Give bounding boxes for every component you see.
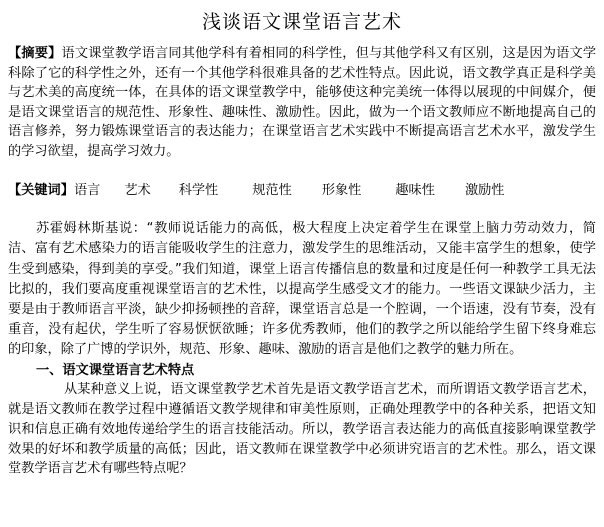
keyword-item: 形象性 <box>321 182 362 198</box>
keyword-item: 语言 <box>73 182 101 198</box>
section-paragraph-1: 从某种意义上说，语文课堂教学艺术首先是语文教学语言艺术，而所谓语文教学语言艺术，就是语文教师在教学过程中遵循语文教学规律和审美性原则，正确处理教学中的各种关系，把语文知识和信息正确有效地传递给学生的语言技能活动。所以，教学语言表达能力的高低直接影响课堂教学效果的好坏和教学质量的高低；因此，语文教师在课堂教学中必须讲究语言的艺术性。那么，语文课堂教学语言艺术有哪些特点呢？ <box>8 382 596 477</box>
keyword-item: 艺术 <box>124 182 151 198</box>
keyword-item: 规范性 <box>252 182 292 198</box>
keywords-line <box>8 181 596 201</box>
section-heading-1: 一、语文课堂语言艺术特点 <box>36 362 195 378</box>
abstract-text: 语文课堂教学语言同其他学科有着相同的科学性，但与其他学科又有区别，这是因为语文学科除了它的科学性之外，还有一个其他学科很难具备的艺术性特点。因此说，语文教学真正是科学美与艺术美的高度统一体，在具体的语文课堂教学中，能够使这种完美统一体得以展现的中间媒介，便是语文课堂语言的规范性、形象性、趣味性、激励性。因此，做为一个语文教师应不断地提高自己的语言修养，努力锻炼课堂语言的表达能力；在课堂语言艺术实践中不断提高语言艺术水平，激发学生的学习欲望，提高学习效力。 <box>8 46 597 159</box>
keyword-item: 科学性 <box>178 182 219 198</box>
abstract-label: 【摘要】 <box>8 46 62 61</box>
keyword-item: 趣味性 <box>395 182 435 198</box>
abstract-paragraph <box>8 44 596 162</box>
document-title: 浅谈语文课堂语言艺术 <box>201 11 402 33</box>
keyword-item: 激励性 <box>464 182 505 198</box>
keywords-label: 【关键词】 <box>8 182 74 198</box>
body-paragraph-1: 苏霍姆林斯基说：“教师说话能力的高低，极大程度上决定着学生在课堂上脑力劳动效力，简洁、富有艺术感染力的语言能吸收学生的注意力，激发学生的思维活动，又能丰富学生的想象，使学生受到感染，得到美的享受。”我们知道，课堂上语言传播信息的数量和过度是任何一种教学工具无法比拟的，我们要高度重视课堂语言的艺术性，以提高学生感受文才的能力。一些语文课缺少活力，主要是由于教师语言平淡，缺少抑扬顿挫的音辞，课堂语言总是一个腔调，一个语速，没有节奏，没有重音，没有起伏，学生听了容易恹恹欲睡；许多优秀教师，他们的教学之所以能给学生留下终身难忘的印象，除了广博的学识外，规范、形象、趣味、激励的语言是他们之教学的魅力所在。 <box>8 221 596 358</box>
